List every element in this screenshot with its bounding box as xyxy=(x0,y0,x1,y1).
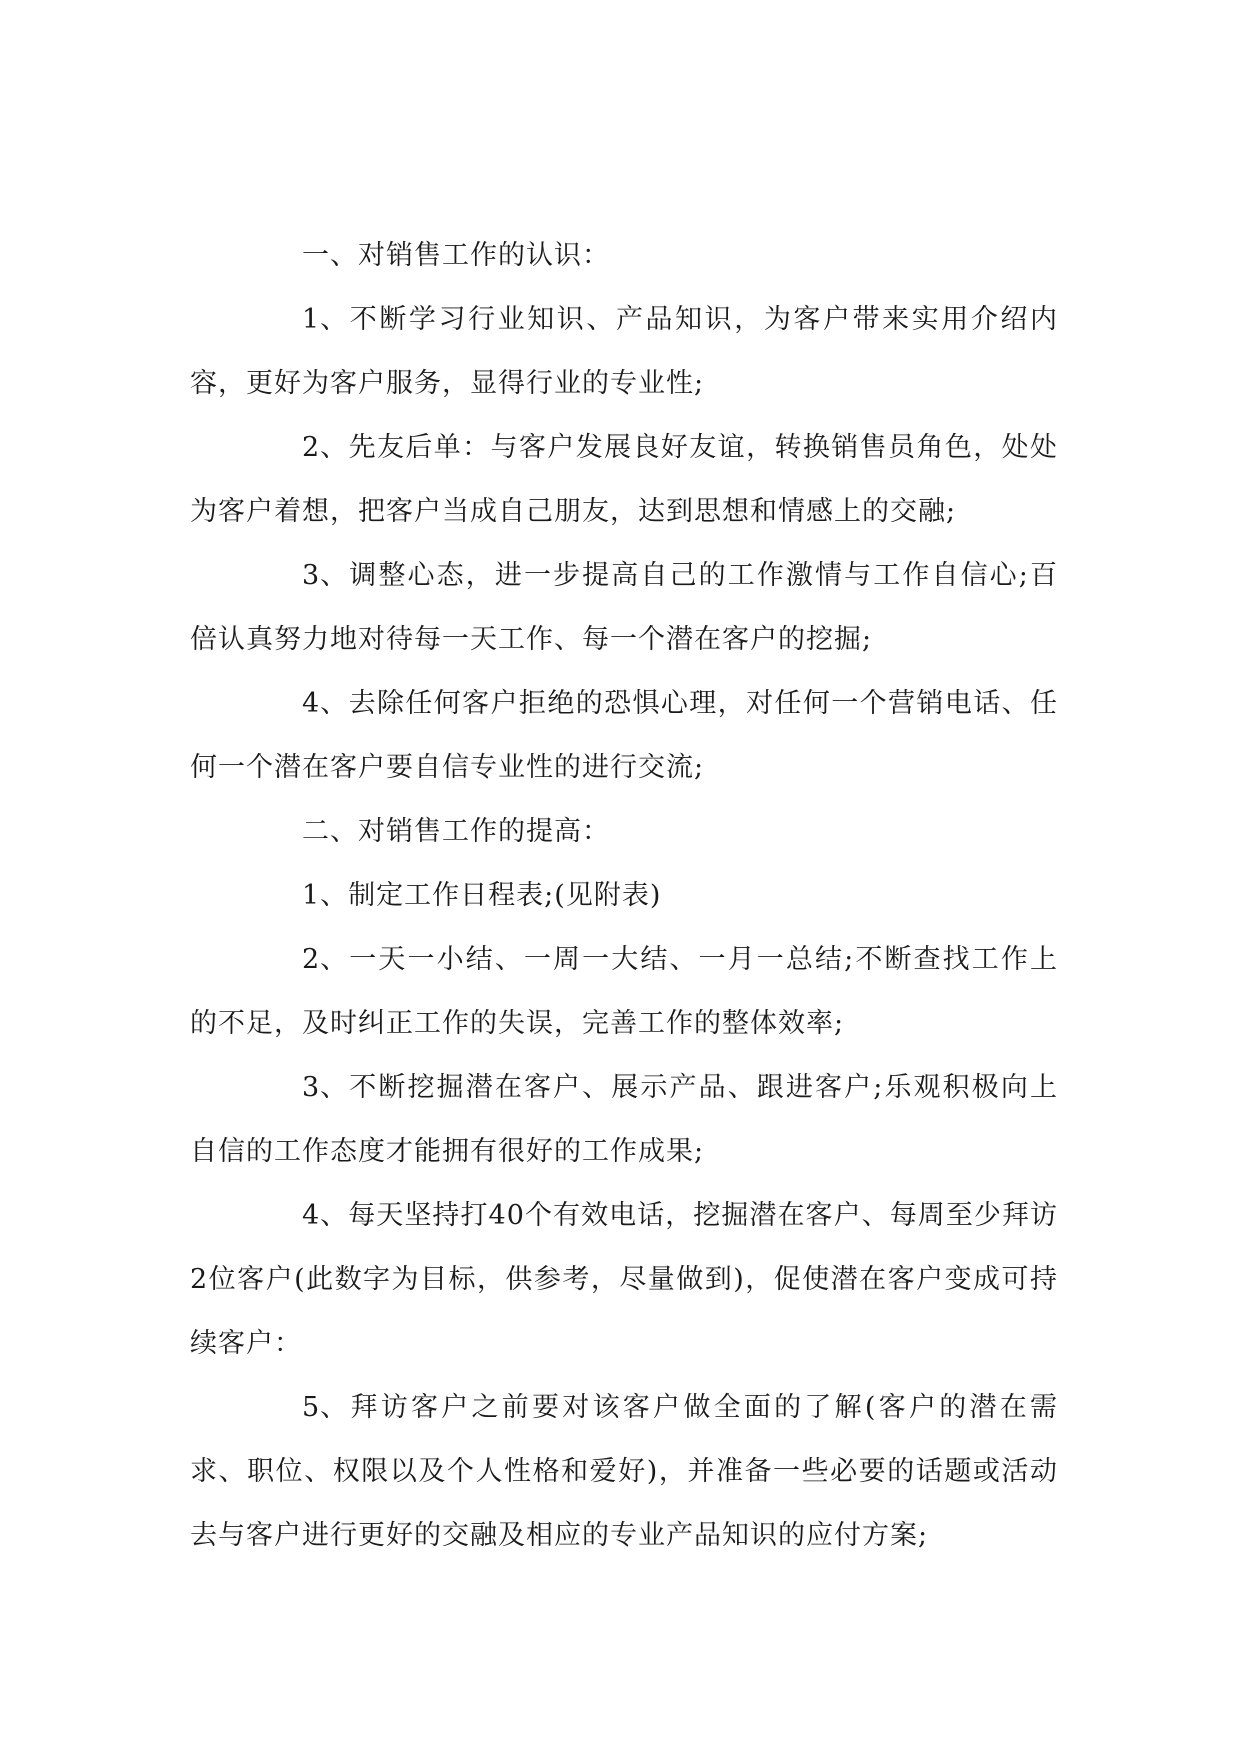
paragraph-text: 对销售工作的提高： xyxy=(358,816,610,847)
paragraph xyxy=(190,1056,1058,1184)
paragraph-text: 去除任何客户拒绝的恐惧心理，对任何一个营销电话、任何一个潜在客户要自信专业性的进行交流; xyxy=(190,688,1058,783)
section-heading-2 xyxy=(190,800,1058,864)
section-heading-1 xyxy=(190,224,1058,288)
paragraph-text: 一天一小结、一周一大结、一月一总结;不断查找工作上的不足，及时纠正工作的失误，完善工作的整体效率; xyxy=(190,944,1058,1039)
paragraph xyxy=(190,928,1058,1056)
paragraph-number: 二、 xyxy=(302,816,358,847)
paragraph-text: 不断学习行业知识、产品知识，为客户带来实用介绍内容，更好为客户服务，显得行业的专业性; xyxy=(190,304,1058,399)
paragraph-number: 3、 xyxy=(302,1072,349,1103)
paragraph-number: 4、 xyxy=(302,688,349,719)
paragraph-number: 一、 xyxy=(302,240,358,271)
paragraph-number: 2、 xyxy=(302,432,349,463)
paragraph xyxy=(190,544,1058,672)
paragraph-number: 3、 xyxy=(302,560,349,591)
paragraph-number: 1、 xyxy=(302,880,349,911)
paragraph xyxy=(190,1376,1058,1568)
paragraph-number: 5、 xyxy=(302,1392,349,1423)
paragraph-text: 对销售工作的认识： xyxy=(358,240,610,271)
paragraph-text: 调整心态，进一步提高自己的工作激情与工作自信心;百倍认真努力地对待每一天工作、每一个潜在客户的挖掘; xyxy=(190,560,1058,655)
paragraph-text: 不断挖掘潜在客户、展示产品、跟进客户;乐观积极向上自信的工作态度才能拥有很好的工作成果; xyxy=(190,1072,1058,1167)
document-body xyxy=(190,224,1058,1568)
paragraph xyxy=(190,1184,1058,1376)
paragraph-number: 4、 xyxy=(302,1200,349,1231)
paragraph xyxy=(190,288,1058,416)
paragraph-text: 先友后单：与客户发展良好友谊，转换销售员角色，处处为客户着想，把客户当成自己朋友，达到思想和情感上的交融; xyxy=(190,432,1058,527)
paragraph xyxy=(190,416,1058,544)
paragraph xyxy=(190,864,1058,928)
paragraph-text: 拜访客户之前要对该客户做全面的了解(客户的潜在需求、职位、权限以及个人性格和爱好)，并准备一些必要的话题或活动去与客户进行更好的交融及相应的专业产品知识的应付方案; xyxy=(190,1392,1058,1551)
paragraph xyxy=(190,672,1058,800)
paragraph-text: 每天坚持打40个有效电话，挖掘潜在客户、每周至少拜访2位客户(此数字为目标，供参考，尽量做到)，促使潜在客户变成可持续客户： xyxy=(190,1200,1058,1359)
paragraph-text: 制定工作日程表;(见附表) xyxy=(348,880,662,911)
paragraph-number: 2、 xyxy=(302,944,349,975)
paragraph-number: 1、 xyxy=(302,304,349,335)
